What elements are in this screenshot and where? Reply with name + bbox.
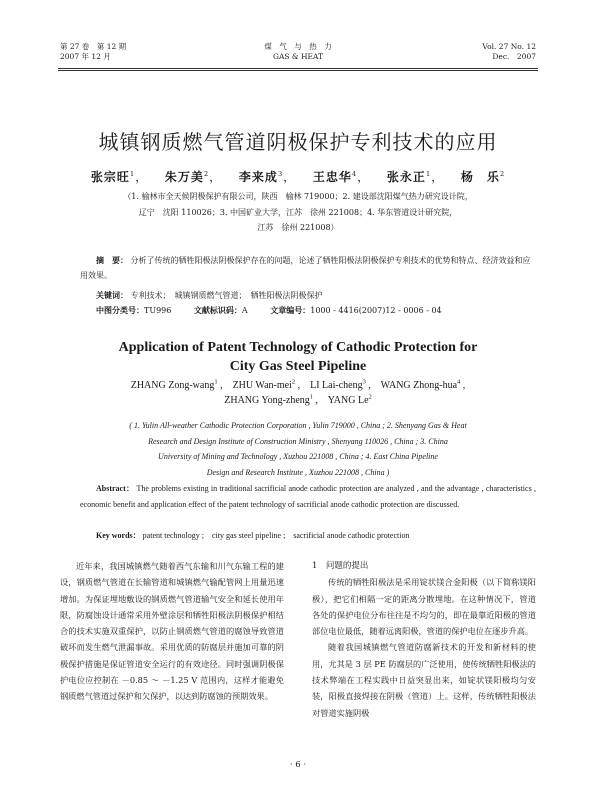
abstract-cn — [80, 253, 536, 283]
title-en-line: Application of Patent Technology of Cathodic Protection for — [118, 340, 478, 355]
body-paragraph: 随着我国城镇燃气管道防腐新技术的开发和新材料的使用，尤其是 3 层 PE 防腐层的广泛使用，使传统牺牲阳极法的技术弊端在工程实践中日益突显出来，如锭状镁阳极均匀安装，阳极直接焊接在阴极（管道）上。这样，传统牺牲阳极法对管道实施阴极 — [312, 642, 536, 718]
keywords-text-cn: 专利技术； 城镇钢质燃气管道； 牺牲阳极法阴极保护 — [130, 291, 323, 300]
classification-line — [96, 305, 462, 316]
keywords-en — [96, 530, 409, 541]
page-title-cn: 城镇钢质燃气管道阴极保护专利技术的应用 — [98, 130, 498, 154]
journal-volume-en — [482, 42, 536, 62]
author-en: ZHU Wan-mei$^2$ , — [232, 378, 308, 391]
section-heading: 1 问题的提出 — [312, 561, 369, 571]
abstract-label-en: Abstract： — [96, 484, 135, 493]
issue-date-cn: 2007 年 12 月 — [60, 52, 111, 61]
affiliations-cn — [60, 189, 536, 236]
author-en: LI Lai-cheng$^3$ , — [310, 378, 379, 391]
volume-issue: 第 27 卷 第 12 期 — [60, 42, 127, 51]
affiliation-line: 辽宁 沈阳 110026；3. 中国矿业大学，江苏 徐州 221008；4. 华东管道设计研究院， — [138, 207, 458, 217]
author-list-cn — [0, 168, 596, 185]
affiliation-line: （1. 榆林市全天候阴极保护有限公司，陕西 榆林 719000；2. 建设部沈阳煤气热力研究设计院， — [123, 192, 473, 201]
keywords-label-cn: 关键词： — [96, 290, 128, 300]
affiliation-line-en: ( 1. Yulin All-weather Cathodic Protection Corporation , Yulin 719000 , China ; 2. Shenyang Gas & Heat — [129, 421, 467, 430]
page-number: · 6 · — [289, 760, 307, 770]
author-list-en — [0, 378, 596, 408]
article-id-label: 文章编号： — [270, 305, 311, 315]
abstract-label-cn: 摘 要： — [96, 255, 128, 265]
doc-code-label: 文献标识码： — [193, 305, 242, 315]
issue-date-en: Dec. 2007 — [492, 52, 536, 61]
keywords-label-en: Key words： — [96, 531, 141, 540]
keywords-text-en: patent technology ; city gas steel pipeline ; sacrificial anode cathodic protection — [142, 531, 410, 540]
author-en: YANG Le$^2$ — [327, 393, 372, 406]
title-en-line: City Gas Steel Pipeline — [229, 359, 367, 374]
page-title-en — [0, 338, 596, 376]
author-en: WANG Zhong-hua$^4$ , — [380, 378, 466, 391]
author-cn: 王忠华$^4$， — [312, 170, 371, 184]
abstract-en — [80, 481, 536, 512]
body-column-right — [312, 558, 536, 721]
body-column-left — [60, 558, 284, 705]
author-cn: 张宗旺$^1$， — [90, 170, 149, 184]
clc-label: 中图分类号： — [96, 305, 144, 315]
author-en: ZHANG Yong-zheng$^1$ , — [224, 393, 326, 406]
clc-value: TU996 — [144, 306, 172, 315]
volume-issue-en: Vol. 27 No. 12 — [482, 42, 536, 51]
affiliation-line: 江苏 徐州 221008） — [257, 223, 339, 232]
author-cn: 张永正$^1$， — [386, 170, 445, 184]
doc-code-value: A — [241, 306, 248, 315]
abstract-text-en: The problems existing in traditional sacrificial anode cathodic protection are analyzed , and the advantage , characteristics , economic benefit and application effect of the patent technology of sacrificial anode cathodic protection are discussed. — [80, 484, 536, 509]
affiliation-line-en: University of Mining and Technology , Xuzhou 221008 , China ; 4. East China Pipeline — [158, 452, 438, 461]
article-id-value: 1000 - 4416(2007)12 - 0006 - 04 — [310, 306, 442, 315]
affiliation-line-en: Research and Design Institute of Construction Ministry , Shenyang 110026 , China ; 3. China — [148, 436, 448, 446]
journal-name-cn: 煤 气 与 热 力 — [264, 42, 332, 51]
keywords-cn — [96, 290, 323, 301]
affiliation-line-en: Design and Research Institute , Xuzhou 221008 , China ) — [206, 467, 390, 477]
author-cn: 李来成$^3$， — [238, 170, 297, 184]
affiliations-en — [70, 418, 526, 480]
abstract-text-cn: 分析了传统的牺牲阳极法阴极保护存在的问题，论述了牺牲阳极法阴极保护专利技术的优势和特点、经济效益和应用效果。 — [80, 256, 531, 280]
journal-name-en: GAS & HEAT — [272, 52, 323, 61]
body-paragraph: 传统的牺牲阳极法是采用锭状镁合金阳极（以下简称镁阳极），把它们相隔一定的距离分散埋地。在这种情况下，管道各处的保护电位分布往往是不均匀的，即在最靠近阳极的管道部位电位最低，随着远离阳极，管道的保护电位在逐步升高。 — [312, 577, 536, 637]
header-rule-thin — [58, 70, 538, 71]
author-cn: 杨 乐$^2$ — [460, 170, 506, 184]
header-rule — [58, 68, 538, 69]
author-cn: 朱万美$^2$， — [164, 170, 223, 184]
body-paragraph: 近年来，我国城镇燃气随着西气东输和川气东输工程的建设，钢质燃气管道在长输管道和城镇燃气输配管网上用量迅速增加。为保证埋地敷设的钢质燃气管道输气安全和延长使用年限，防腐蚀设计通常采用外壁涂层和牺牲阳极法阴极保护相结合的技术实施双重保护，以防止钢质燃气管道的腐蚀导致管道破坏而发生燃气泄漏事故。采用优质的防腐层并施加可靠的阴极保护措施是保证管道安全运行的有效途径。同时强调阴极保护电位应控制在 －0.85 ～ －1.25 V 范围内，这样才能避免钢质燃气管道过保护和欠保护，以达到防腐蚀的预期效果。 — [60, 561, 284, 702]
author-en: ZHANG Zong-wang$^1$ , — [130, 378, 231, 391]
